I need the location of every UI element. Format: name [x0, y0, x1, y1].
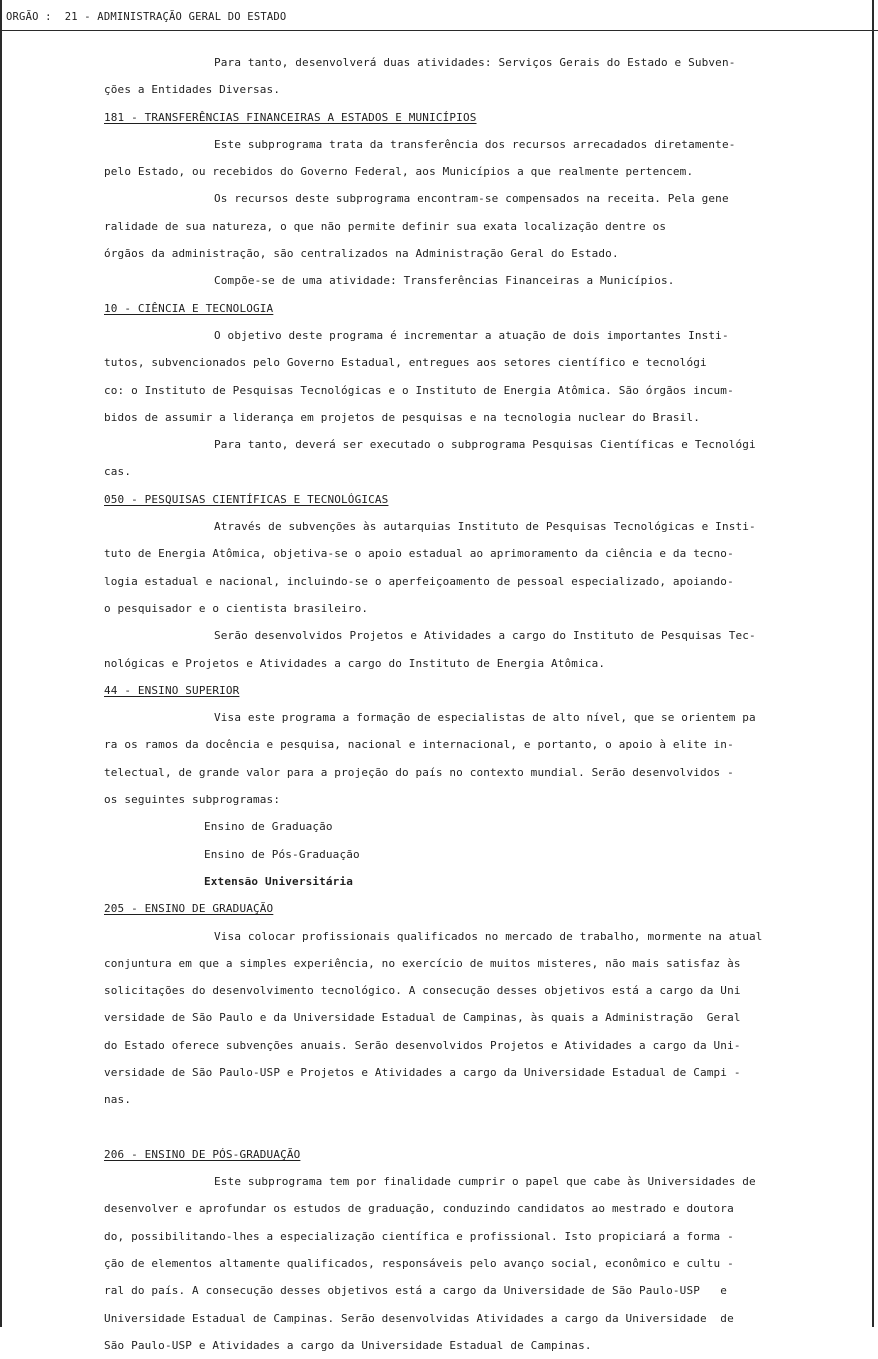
subprogram-list-item: Ensino de Graduação — [204, 820, 333, 834]
subprogram-list-item: Extensão Universitária — [204, 874, 353, 888]
paragraph-line: do, possibilitando-lhes a especialização científica e profissional. Isto propiciará a forma - — [104, 1229, 734, 1243]
paragraph-line: conjuntura em que a simples experiência, no exercício de muitos misteres, não mais satisfaz às — [104, 956, 741, 970]
section-heading-text: 050 - PESQUISAS CIENTÍFICAS E TECNOLÓGICAS — [104, 492, 389, 506]
paragraph-line: co: o Instituto de Pesquisas Tecnológicas e o Instituto de Energia Atômica. São órgãos incum- — [104, 383, 734, 397]
paragraph-first-line: O objetivo deste programa é incrementar a atuação de dois importantes Insti- — [214, 328, 729, 342]
section-heading — [104, 104, 834, 131]
paragraph-line: ção de elementos altamente qualificados, responsáveis pelo avanço social, econômico e cultu - — [104, 1257, 734, 1271]
paragraph-line: Universidade Estadual de Campinas. Serão desenvolvidas Atividades a cargo da Universidade de — [104, 1311, 734, 1325]
paragraph-line: versidade de São Paulo-USP e Projetos e Atividades a cargo da Universidade Estadual de Campi - — [104, 1065, 741, 1079]
paragraph-line: ções a Entidades Diversas. — [104, 83, 281, 97]
paragraph-line: os seguintes subprogramas: — [104, 793, 281, 807]
paragraph-first-line: Visa este programa a formação de especialistas de alto nível, que se orientem pa — [214, 711, 756, 725]
paragraph-line: nológicas e Projetos e Atividades a cargo do Instituto de Energia Atômica. — [104, 656, 606, 670]
section-heading — [104, 1141, 834, 1168]
document-body — [104, 49, 834, 1359]
paragraph-first-line: Este subprograma trata da transferência dos recursos arrecadados diretamente- — [214, 137, 736, 151]
blank-line — [104, 1114, 834, 1141]
paragraph-line: bidos de assumir a liderança em projetos de pesquisas e na tecnologia nuclear do Brasil. — [104, 410, 700, 424]
paragraph-line: nas. — [104, 1093, 132, 1107]
section-heading — [104, 677, 834, 704]
section-heading — [104, 486, 834, 513]
paragraph-line: tutos, subvencionados pelo Governo Estadual, entregues aos setores científico e tecnológi — [104, 356, 707, 370]
paragraph-line: pelo Estado, ou recebidos do Governo Federal, aos Municípios a que realmente pertencem. — [104, 165, 694, 179]
paragraph-line: órgãos da administração, são centralizados na Administração Geral do Estado. — [104, 247, 619, 261]
section-heading-text: 10 - CIÊNCIA E TECNOLOGIA — [104, 301, 274, 315]
paragraph-line: ra os ramos da docência e pesquisa, nacional e internacional, e portanto, o apoio à elite in- — [104, 738, 734, 752]
paragraph-line: desenvolver e aprofundar os estudos de graduação, conduzindo candidatos ao mestrado e doutora — [104, 1202, 734, 1216]
paragraph-line: versidade de São Paulo e da Universidade Estadual de Campinas, às quais a Administração Geral — [104, 1011, 741, 1025]
section-heading-text: 181 - TRANSFERÊNCIAS FINANCEIRAS A ESTADOS E MUNICÍPIOS — [104, 110, 477, 124]
section-heading-text: 205 - ENSINO DE GRADUAÇÃO — [104, 902, 274, 916]
section-heading — [104, 895, 834, 922]
organ-header: ORGÃO : 21 - ADMINISTRAÇÃO GERAL DO ESTADO — [6, 11, 287, 23]
section-heading-text: 44 - ENSINO SUPERIOR — [104, 683, 240, 697]
paragraph-first-line: Serão desenvolvidos Projetos e Atividades a cargo do Instituto de Pesquisas Tec- — [214, 629, 756, 643]
paragraph-first-line: Compõe-se de uma atividade: Transferências Financeiras a Municípios. — [214, 274, 675, 288]
paragraph-line: solicitações do desenvolvimento tecnológico. A consecução desses objetivos está a cargo da Uni — [104, 984, 741, 998]
section-heading-text: 206 - ENSINO DE PÓS-GRADUAÇÃO — [104, 1147, 301, 1161]
paragraph-first-line: Através de subvenções às autarquias Instituto de Pesquisas Tecnológicas e Insti- — [214, 520, 756, 534]
paragraph-line: do Estado oferece subvenções anuais. Serão desenvolvidos Projetos e Atividades a cargo da Uni- — [104, 1038, 741, 1052]
paragraph-line: o pesquisador e o cientista brasileiro. — [104, 601, 369, 615]
paragraph-line: São Paulo-USP e Atividades a cargo da Universidade Estadual de Campinas. — [104, 1338, 592, 1352]
paragraph-first-line: Para tanto, deverá ser executado o subprograma Pesquisas Científicas e Tecnológi — [214, 438, 756, 452]
paragraph-first-line: Visa colocar profissionais qualificados no mercado de trabalho, mormente na atual — [214, 929, 763, 943]
paragraph-line: cas. — [104, 465, 132, 479]
paragraph-line: logia estadual e nacional, incluindo-se o aperfeiçoamento de pessoal especializado, apoiando- — [104, 574, 734, 588]
paragraph-line: ralidade de sua natureza, o que não permite definir sua exata localização dentre os — [104, 219, 667, 233]
subprogram-list-item: Ensino de Pós-Graduação — [204, 847, 360, 861]
paragraph-first-line: Este subprograma tem por finalidade cumprir o papel que cabe às Universidades de — [214, 1175, 756, 1189]
paragraph-first-line: Para tanto, desenvolverá duas atividades: Serviços Gerais do Estado e Subven- — [214, 56, 736, 69]
paragraph-line: telectual, de grande valor para a projeção do país no contexto mundial. Serão desenvolvidos - — [104, 765, 734, 779]
section-heading — [104, 295, 834, 322]
paragraph-first-line: Os recursos deste subprograma encontram-se compensados na receita. Pela gene — [214, 192, 729, 206]
paragraph-line: ral do país. A consecução desses objetivos está a cargo da Universidade de São Paulo-USP e — [104, 1284, 728, 1298]
paragraph-line: tuto de Energia Atômica, objetiva-se o apoio estadual ao aprimoramento da ciência e da tecno- — [104, 547, 734, 561]
header-rule — [0, 30, 878, 31]
